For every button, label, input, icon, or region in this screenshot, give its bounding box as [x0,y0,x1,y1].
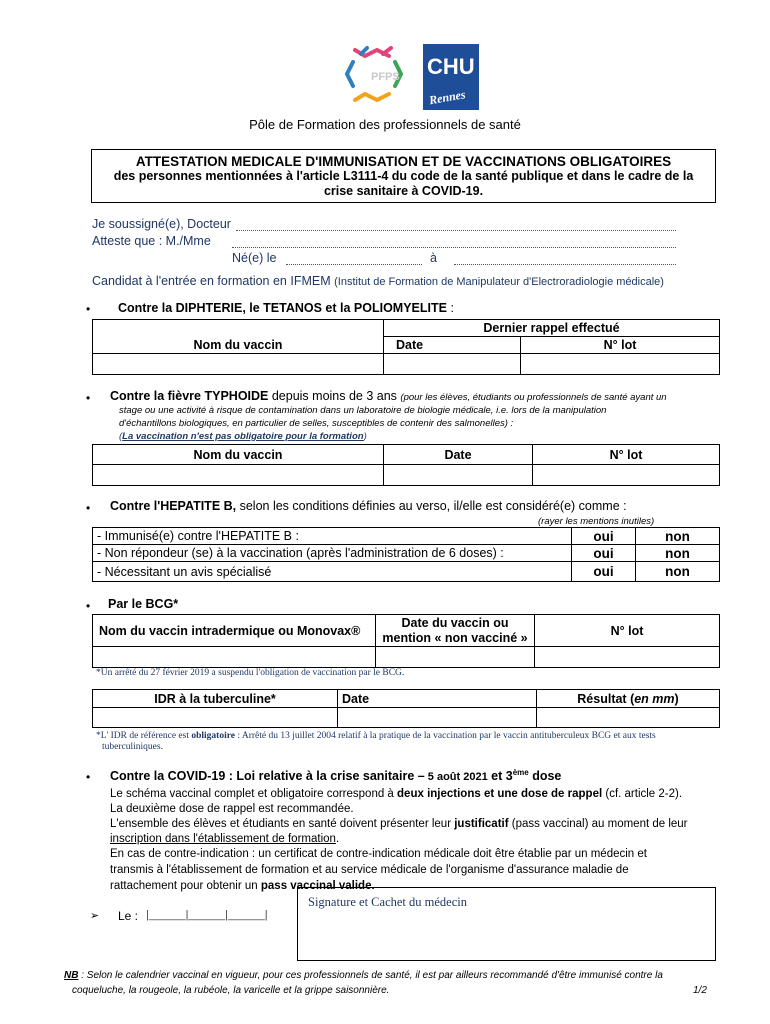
hepatite-row-label: - Immunisé(e) contre l'HEPATITE B : [93,528,572,545]
bcg-date-cell[interactable] [376,647,535,668]
typhoide-lot-cell[interactable] [533,465,720,486]
nb-label: NB [64,970,79,981]
idr-result-label: Résultat ( [577,691,635,706]
covid-p2: La deuxième dose de rappel est recommandée. [110,803,354,815]
logo-chu-text: CHU [427,54,475,79]
covid-bullet: • [86,770,91,784]
bcg-heading-text: Par le BCG* [108,597,179,611]
birth-place-field[interactable] [454,263,676,265]
idr-note-line-2: tuberculiniques. [102,742,163,752]
atteste-label: Atteste que : M./Mme [92,234,211,248]
hepatite-heading [110,499,627,513]
covid-p5: transmis à l'établissement de formation et au service médicale de l'organisme d'assurance maladie de [110,864,629,876]
covid-p3-line-2 [110,832,710,847]
bcg-col-vaccin: Nom du vaccin intradermique ou Monovax® [93,615,376,647]
title-line-3: crise sanitaire à COVID-19. [323,184,484,198]
typhoide-heading-text: Contre la fièvre TYPHOIDE [110,389,269,403]
candidat-line [92,274,664,288]
hepatite-row-non[interactable]: non [636,528,720,545]
nb-text: : Selon le calendrier vaccinal en vigueur, pour ces professionnels de santé, il est par ailleurs recommandé d'être immunisé contre la [78,970,663,981]
typhoide-heading [110,389,667,403]
hepatite-row-oui[interactable]: oui [572,562,636,582]
idr-note-rest: : Arrêté du 13 juillet 2004 relatif à la pratique de la vaccination par le vaccin antituberculeux BCG et aux tests [234,731,656,741]
covid-heading-et: et 3 [487,769,513,784]
bcg-col-date [376,615,535,647]
dtp-rappel-header: Dernier rappel effectué [384,320,720,337]
bcg-lot-cell[interactable] [535,647,720,668]
birth-date-field[interactable] [286,263,422,265]
soussigne-label: Je soussigné(e), Docteur [92,217,231,231]
dtp-heading-text: Contre la DIPHTERIE, le TETANOS et la POLIOMYELITE [118,301,447,315]
signature-box[interactable] [297,887,716,961]
covid-p1 [110,787,710,802]
covid-p4: En cas de contre-indication : un certificat de contre-indication médicale doit être établie par un médecin et [110,848,647,860]
birth-date-label: Né(e) le [232,251,277,265]
covid-p3-bold: justificatif [454,818,509,830]
dtp-lot-cell[interactable] [521,354,720,375]
covid-p3 [110,817,710,832]
chu-rennes-logo [343,42,483,114]
idr-col-date: Date [338,690,537,708]
bcg-col-date-line-1: Date du vaccin ou [401,615,509,630]
arrow-icon: ➢ [90,910,100,922]
idr-col-result [537,690,720,708]
title-line-1: ATTESTATION MEDICALE D'IMMUNISATION ET DE VACCINATIONS OBLIGATOIRES [135,154,672,169]
bcg-col-date-line-2: mention « non vacciné » [382,630,528,645]
covid-p1-end: (cf. article 2-2). [602,788,683,800]
bcg-bullet: • [86,599,91,613]
covid-p3-pre: L'ensemble des élèves et étudiants en santé doivent présenter leur [110,818,455,830]
hepatite-row-label: - Nécessitant un avis spécialisé [93,562,572,582]
dtp-bullet: • [86,302,91,316]
typhoide-note-1: (pour les élèves, étudiants ou professionnels de santé ayant un [400,392,667,403]
document-title-box [91,149,716,203]
dtp-col-vaccin: Nom du vaccin [93,337,384,354]
covid-p1-pre: Le schéma vaccinal complet et obligatoire correspond à [110,788,398,800]
hepatite-row-label: - Non répondeur (se) à la vaccination (après l'administration de 6 doses) : [93,545,572,562]
idr-col-label: IDR à la tuberculine* [93,690,338,708]
bcg-vaccin-cell[interactable] [93,647,376,668]
docteur-field[interactable] [236,229,676,231]
candidat-text: Candidat à l'entrée en formation en IFMEM [92,274,331,288]
typhoide-not-mandatory: La vaccination n'est pas obligatoire pour la formation [122,431,364,442]
typhoide-note-3: d'échantillons biologiques, en particulier de selles, susceptibles de contenir des salmonelles) : [119,418,514,429]
hepatite-row-non[interactable]: non [636,545,720,562]
candidat-detail: (Institut de Formation de Manipulateur d'Electroradiologie médicale) [334,276,664,288]
hepatite-heading-rest: selon les conditions définies au verso, il/elle est considéré(e) comme : [236,499,627,513]
typhoide-table [92,444,720,486]
typhoide-vaccin-cell[interactable] [93,465,384,486]
dtp-col-lot: N° lot [521,337,720,354]
idr-note-pre: *L' IDR de référence est [96,731,192,741]
covid-heading-text: Contre la COVID-19 : Loi relative à la crise sanitaire – [110,769,425,784]
covid-heading-end: dose [528,769,562,784]
hepatite-row-oui[interactable]: oui [572,545,636,562]
patient-name-field[interactable] [232,246,676,248]
covid-heading-sup: ème [512,768,529,777]
bcg-table [92,614,720,668]
pfps-emblem-icon [343,42,483,114]
dtp-table [92,319,720,375]
covid-heading-date: 5 août 2021 [424,771,488,784]
hepatite-heading-text: Contre l'HEPATITE B, [110,499,237,513]
covid-heading [110,768,561,783]
signature-box-label: Signature et Cachet du médecin [308,895,467,909]
typhoide-date-cell[interactable] [384,465,533,486]
dtp-date-cell[interactable] [384,354,521,375]
covid-body [110,787,710,894]
covid-p6-bold: pass vaccinal valide. [260,880,375,892]
bcg-col-lot: N° lot [535,615,720,647]
idr-label-cell[interactable] [93,708,338,728]
covid-p3-dot: . [335,833,340,845]
title-line-2: des personnes mentionnées à l'article L3111-4 du code de la santé publique et dans le cadre de la [113,169,694,183]
dtp-col-date: Date [384,337,521,354]
dtp-heading [118,301,454,315]
idr-note [96,731,656,741]
typhoide-note-2: stage ou une activité à risque de contamination dans un laboratoire de biologie médicale, i.e. lors de la manipulation [119,405,607,416]
idr-result-close: ) [674,691,679,706]
hepatite-row-non[interactable]: non [636,562,720,582]
birth-place-label: à [430,251,437,265]
typhoide-col-vaccin: Nom du vaccin [93,445,384,465]
logo-pfps-text: PFPS [371,71,400,83]
hepatite-row-oui[interactable]: oui [572,528,636,545]
idr-date-cell[interactable] [338,708,537,728]
page-number: 1/2 [693,985,707,996]
hepatite-bullet: • [86,501,91,515]
hepatite-table [92,527,720,582]
typhoide-note-4: (La vaccination n'est pas obligatoire pour la formation) [119,431,367,442]
bcg-heading [108,597,178,611]
covid-p3-underlined: inscription dans l'établissement de formation [110,833,336,845]
logo-city-text: Rennes [427,87,467,108]
hepatite-rayer: (rayer les mentions inutiles) [538,516,655,527]
typhoide-bullet: • [86,391,91,405]
dtp-vaccin-cell[interactable] [93,354,384,375]
typhoide-col-date: Date [384,445,533,465]
idr-result-cell[interactable] [537,708,720,728]
bcg-footnote: *Un arrêté du 27 février 2019 a suspendu l'obligation de vaccination par le BCG. [96,668,405,678]
covid-p3-end: (pass vaccinal) au moment de leur [508,818,688,830]
nb-line-2: coqueluche, la rougeole, la rubéole, la varicelle et la grippe saisonnière. [72,985,390,996]
idr-table [92,689,720,728]
typhoide-heading-rest: depuis moins de 3 ans [268,389,397,403]
nb-note [64,970,663,981]
dtp-colon: : [446,301,454,315]
covid-p1-bold: deux injections et une dose de rappel [397,788,603,800]
signature-date-field[interactable]: |______|______|______| [146,909,268,921]
typhoide-col-lot: N° lot [533,445,720,465]
idr-result-unit: en mm [634,691,675,706]
pole-title: Pôle de Formation des professionnels de santé [249,117,521,132]
covid-p6-pre: rattachement pour obtenir un [110,880,261,892]
idr-note-bold: obligatoire [191,731,235,741]
date-label: Le : [118,909,139,923]
